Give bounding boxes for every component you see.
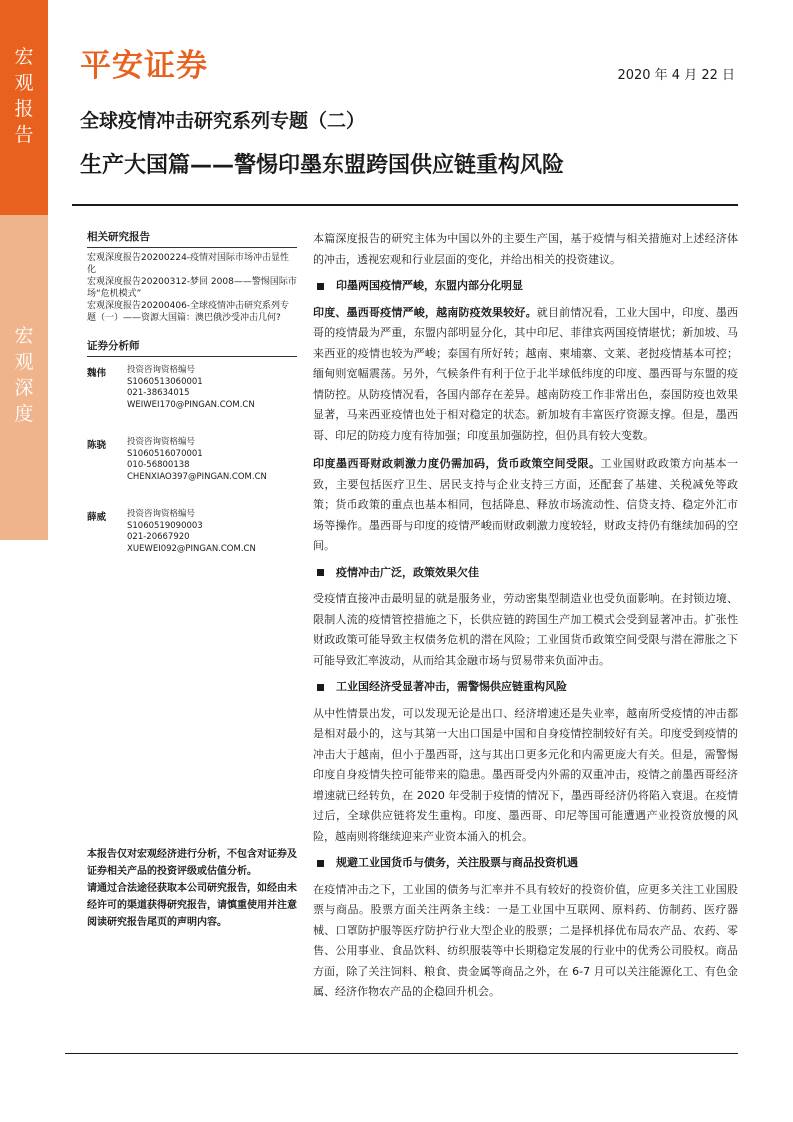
analyst-info [127,509,256,555]
disclaimer [87,846,297,931]
section-heading-text: 工业国经济受显著冲击，需警惕供应链重构风险 [336,680,567,693]
section-paragraph: 从中性情景出发，可以发现无论是出口、经济增速还是失业率，越南所受疫情的冲击都是相对最小的，这与其第一大出口国是中国和自身疫情控制较好有关。印度受到疫情的冲击大于越南，但小于墨西哥，这与其出口更多元化和内需更庞大有关。但是，需警惕印度自身疫情失控可能带来的隐患。墨西哥受内外需的双重冲击，疫情之前墨西哥经济增速就已经转负，在 2020 年受制于疫情的情况下，墨西哥经济仍将陷入衰退。在疫情过后，全球供应链将发生重构。印度、墨西哥、印尼等国可能遭遇产业投资放慢的风险，越南则将继续迎来产业资本涌入的机会。 [313,706,738,843]
spacer [313,446,738,454]
analyst-email[interactable]: XUEWEI092@PINGAN.COM.CN [127,543,256,554]
section-heading [313,276,738,297]
square-bullet-icon [317,283,324,290]
report-date: 2020 年 4 月 22 日 [617,68,735,83]
paragraph-text: 就目前情况看，工业大国中，印度、墨西哥的疫情最为严重，东盟内部明显分化，其中印尼、菲律宾两国疫情堪忧；新加坡、马来西亚的疫情也较为严峻；泰国有所好转；越南、柬埔寨、文莱、老挝疫情基本可控；缅甸则宽幅震荡。另外，气候条件有利于位于北半球低纬度的印度、墨西哥与东盟的疫情防控。从防疫情况看，各国内部存在差异。越南防疫工作非常出色，泰国防疫也效果显著，马来西亚疫情也处于相对稳定的状态。新加坡有丰富医疗资源支撑。但是，墨西哥、印尼的防疫力度有待加强；印度虽加强防控，但仍具有较大变数。 [313,305,739,442]
sidebar-bottom-char: 宏 [14,325,34,347]
section-heading [313,677,738,698]
sidebar-bottom-char: 深 [14,377,34,399]
analyst-info [127,437,267,483]
analyst-cert-label: 投资咨询资格编号 [127,437,196,447]
company-logo: 平安证券 [80,48,208,84]
sidebar-top-char: 宏 [14,46,34,68]
square-bullet-icon [317,684,324,691]
related-report-item[interactable]: 宏观深度报告20200224-疫情对国际市场冲击显性化 [87,253,290,275]
sidebar-top-char: 观 [14,72,34,94]
analyst-entry [87,509,297,555]
section-heading-text: 规避工业国货币与债务，关注股票与商品投资机遇 [336,856,578,869]
analysts-heading: 证券分析师 [87,338,297,357]
analyst-email[interactable]: WEIWEI170@PINGAN.COM.CN [127,399,255,410]
analyst-info [127,365,255,411]
analyst-name: 陈骁 [87,440,107,451]
analyst-cert-number: S1060519090003 [127,520,203,531]
section-paragraph [313,454,738,557]
related-report-item[interactable]: 宏观深度报告20200312-梦回 2008——警惕国际市场“危机模式” [87,277,297,299]
report-body [313,229,738,1003]
analyst-phone: 010-56800138 [127,460,190,470]
section-heading-text: 疫情冲击广泛，政策效果欠佳 [336,565,479,579]
analyst-cert-number: S1060513060001 [127,376,203,387]
disclaimer-usage: 请通过合法途径获取本公司研究报告，如经由未经许可的渠道获得研究报告，请慎重使用并注意阅读研究报告尾页的声明内容。 [87,883,297,928]
sidebar-top-label [0,44,48,148]
paragraph-lead: 印度墨西哥财政刺激力度仍需加码，货币政策空间受限。 [313,457,601,470]
analyst-cert-label: 投资咨询资格编号 [127,509,196,519]
left-column [87,229,297,555]
analyst-phone: 021-38634015 [127,388,190,398]
analyst-cert-label: 投资咨询资格编号 [127,365,196,375]
analyst-name: 薛威 [87,512,107,523]
section-heading [313,563,738,584]
section-paragraph [313,303,738,447]
header-divider [72,204,738,206]
series-title: 全球疫情冲击研究系列专题（二） [80,110,366,132]
paragraph-text: 工业国财政政策方向基本一致，主要包括医疗卫生、居民支持与企业支持三方面，还配套了基建、关税减免等政策；货币政策的重点也基本相同，包括降息、释放市场流动性、信贷支持、稳定外汇市场等操作。墨西哥与印度的疫情严峻而财政刺激力度较轻，财政支持仍有继续加码的空间。 [313,457,738,552]
sidebar-bottom-label [0,323,48,427]
sidebar-top-char: 告 [14,124,34,146]
section-heading-text: 印墨两国疫情严峻，东盟内部分化明显 [336,279,523,292]
intro-paragraph: 本篇深度报告的研究主体为中国以外的主要生产国，基于疫情与相关措施对上述经济体的冲击，透视宏观和行业层面的变化，并给出相关的投资建议。 [313,232,738,266]
analyst-entry [87,365,297,411]
sidebar-bottom-char: 度 [14,403,34,425]
section-paragraph: 受疫情直接冲击最明显的就是服务业，劳动密集型制造业也受负面影响。在封锁边境、限制人流的疫情管控措施之下，长供应链的跨国生产加工模式会受到显著冲击。扩张性财政政策可能导致主权债务危机的潜在风险；工业国货币政策空间受限与潜在滞胀之下可能导致汇率波动，从而给其金融市场与贸易带来负面冲击。 [313,592,738,667]
sidebar-bottom-char: 观 [14,351,34,373]
analyst-entry [87,437,297,483]
footer-divider [65,1053,738,1054]
square-bullet-icon [317,860,324,867]
related-report-item[interactable]: 宏观深度报告20200406-全球疫情冲击研究系列专题（一）——资源大国篇：澳巴俄沙受冲击几何? [87,301,290,323]
square-bullet-icon [317,569,324,576]
paragraph-lead: 印度、墨西哥疫情严峻，越南防疫效果较好。 [313,305,537,319]
analyst-email[interactable]: CHENXIAO397@PINGAN.COM.CN [127,471,267,482]
section-paragraph: 在疫情冲击之下，工业国的债务与汇率并不具有较好的投资价值，应更多关注工业国股票与商品。股票方面关注两条主线：一是工业国中互联网、原料药、仿制药、医疗器械、口罩防护服等医疗防护行业大型企业的股票；二是择机择优布局农产品、农药、零售、公用事业、食品饮料、纺织服装等中长期稳定发展的行业中的优秀公司股权。商品方面，除了关注饲料、粮食、贵金属等商品之外，在 6-7 月可以关注能源化工、有色金属、经济作物农产品的企稳回升机会。 [313,882,738,998]
section-heading [313,853,738,874]
analyst-cert-number: S1060516070001 [127,448,203,459]
sidebar-top-band [0,0,48,215]
analyst-phone: 021-20667920 [127,532,190,542]
sidebar-bottom-band [0,215,48,540]
page-title: 生产大国篇——警惕印墨东盟跨国供应链重构风险 [80,153,565,178]
disclaimer-scope: 本报告仅对宏观经济进行分析，不包含对证券及证券相关产品的投资评级或估值分析。 [87,849,297,877]
sidebar-top-char: 报 [14,98,34,120]
related-reports-heading: 相关研究报告 [87,229,297,248]
analyst-name: 魏伟 [87,368,107,379]
